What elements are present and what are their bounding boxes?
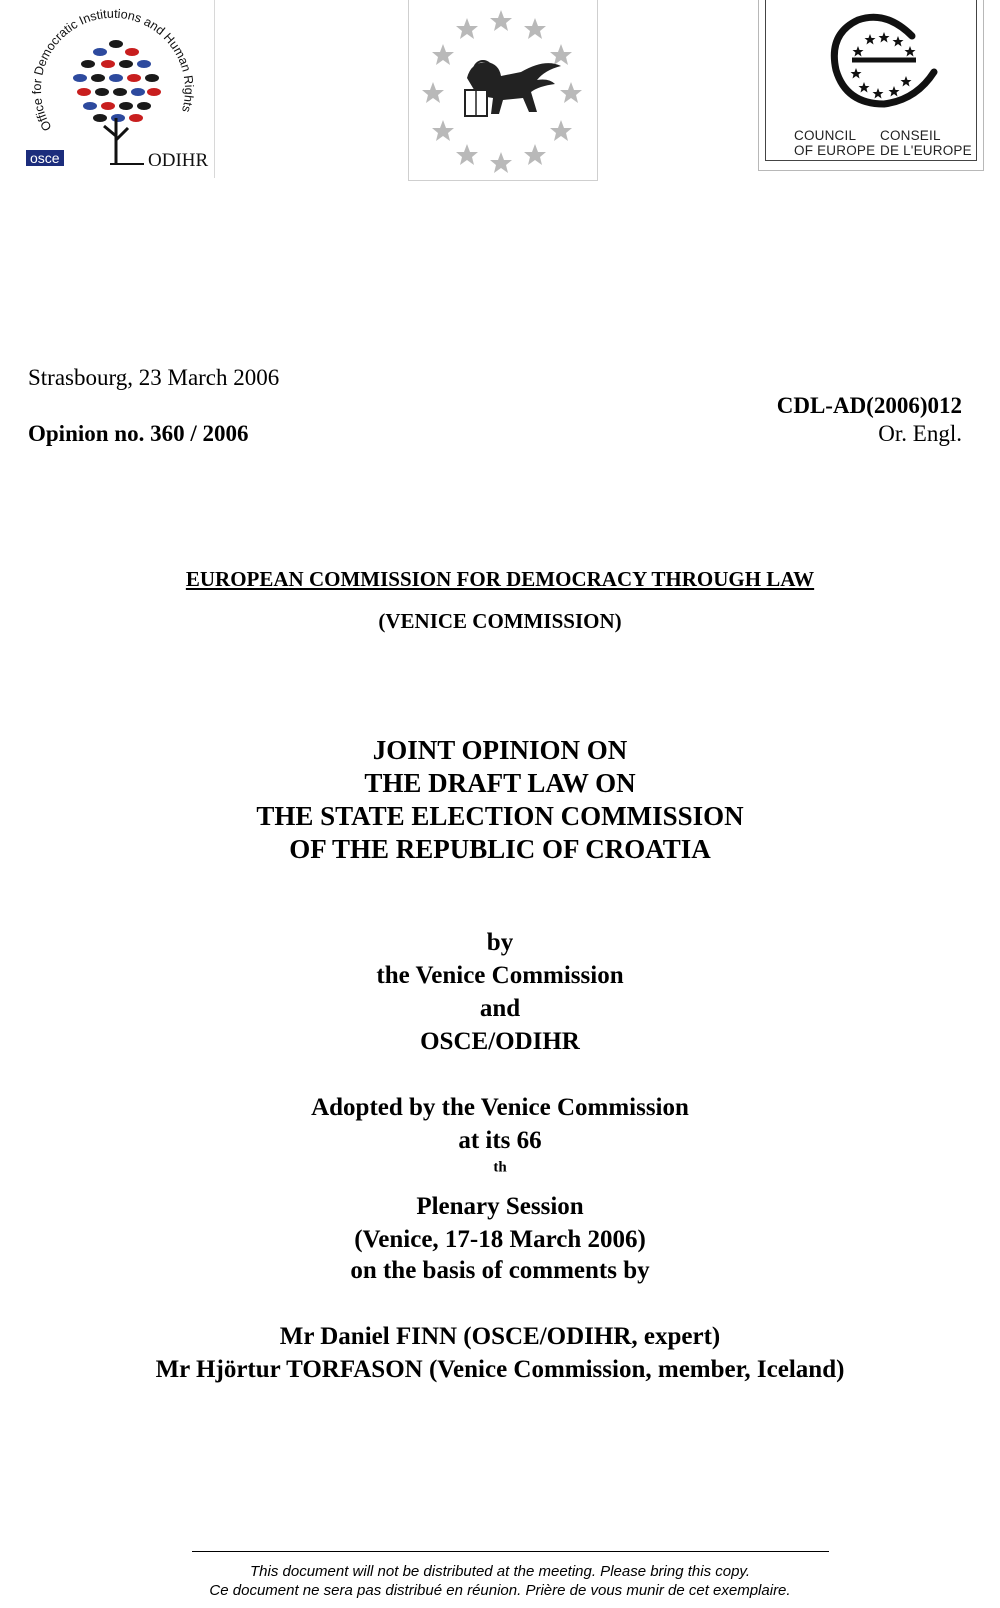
place-date: Strasbourg, 23 March 2006 [28,365,280,390]
svg-text:Office for Democratic Institut [30,7,196,134]
council-of-europe-logo [758,0,984,171]
session-line: at its 66 $^{th}$ Plenary Session [416,1127,584,1220]
commission-name: EUROPEAN COMMISSION FOR DEMOCRACY THROUGH LAW [185,567,815,591]
authorship: by the Venice Commission and OSCE/ODIHR [376,929,624,1055]
footer-note-en: This document will not be distributed at the meeting. Please bring this copy. [250,1563,750,1580]
venice-commission-logo [408,0,598,181]
expert-2: Mr Hjörtur TORFASON (Venice Commission, member, Iceland) [155,1356,845,1383]
odihr-label: ODIHR [148,150,209,171]
basis-intro: on the basis of comments by [350,1257,650,1284]
footer-divider [192,1551,829,1552]
opinion-number: Opinion no. 360 / 2006 [28,421,249,446]
document-title: JOINT OPINION ON THE DRAFT LAW ON THE STATE ELECTION COMMISSION OF THE REPUBLIC OF CROATIA [256,735,744,864]
experts-list [0,1320,1000,1386]
coe-emblem-icon [766,0,976,125]
odihr-arc-text: Office for Democratic Institutions and Human Rights [29,6,197,134]
footer-note-fr: Ce document ne sera pas distribué en réunion. Prière de vous munir de cet exemplaire. [209,1582,791,1599]
original-language: Or. Engl. [878,421,962,446]
lion-of-st-mark-icon [409,0,597,180]
commission-short-name: (VENICE COMMISSION) [378,609,622,633]
osce-label: osce [26,150,64,166]
expert-1: Mr Daniel FINN (OSCE/ODIHR, expert) [279,1323,721,1350]
coe-frame [765,0,977,161]
odihr-logo [24,0,215,178]
coe-english-name: COUNCIL OF EUROPE [794,128,876,158]
adoption-info: Adopted by the Venice Commission at its 66 $^{th}$ Plenary Session (Venice, 17-18 March 2006) [0,1091,1000,1256]
document-reference: CDL-AD(2006)012 [776,393,962,418]
coe-french-name: CONSEIL DE L'EUROPE [880,128,972,158]
